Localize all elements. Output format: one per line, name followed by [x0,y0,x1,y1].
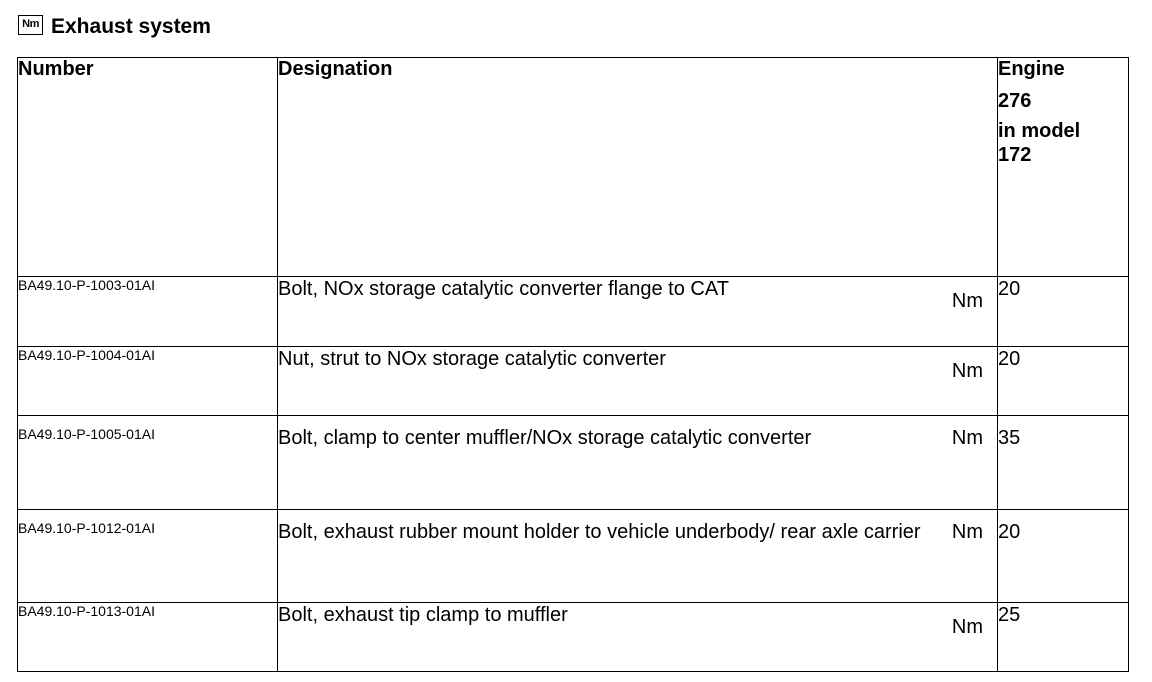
designation-text: Bolt, NOx storage catalytic converter flange to CAT [278,278,729,300]
row-value: 25 [998,603,1129,672]
row-value: 20 [998,277,1129,347]
row-value: 35 [998,416,1129,510]
row-number: BA49.10-P-1013-01AI [18,603,278,672]
column-header-engine [998,58,1129,277]
designation-text: Bolt, exhaust tip clamp to muffler [278,604,568,626]
unit-label: Nm [951,521,983,543]
table-row [18,416,1129,510]
engine-label: Engine [998,58,1065,80]
column-header-number: Number [18,58,278,277]
model-code: 172 [998,144,1032,166]
row-value: 20 [998,347,1129,416]
table-row [18,347,1129,416]
table-row [18,603,1129,672]
column-header-designation: Designation [278,58,998,277]
row-designation [278,416,998,510]
table-row [18,277,1129,347]
row-designation [278,347,998,416]
table-row [18,510,1129,603]
designation-text: Nut, strut to NOx storage catalytic converter [278,348,666,370]
page-title-bar [18,12,211,42]
unit-label: Nm [951,290,983,312]
row-value: 20 [998,510,1129,603]
designation-text: Bolt, clamp to center muffler/NOx storage catalytic converter [278,427,812,449]
row-number: BA49.10-P-1012-01AI [18,510,278,603]
row-designation [278,510,998,603]
table-header-row [18,58,1129,277]
unit-label: Nm [951,616,983,638]
unit-label: Nm [951,360,983,382]
row-number: BA49.10-P-1003-01AI [18,277,278,347]
row-designation [278,603,998,672]
row-number: BA49.10-P-1004-01AI [18,347,278,416]
torque-spec-table [17,57,1129,672]
row-number: BA49.10-P-1005-01AI [18,416,278,510]
designation-text: Bolt, exhaust rubber mount holder to vehicle underbody/ rear axle carrier [278,521,921,543]
engine-code: 276 [998,90,1032,112]
row-designation [278,277,998,347]
model-label: in model [998,120,1081,142]
unit-label: Nm [951,427,983,449]
page-title: Exhaust system [51,15,211,38]
torque-nm-icon: Nm [18,15,43,35]
